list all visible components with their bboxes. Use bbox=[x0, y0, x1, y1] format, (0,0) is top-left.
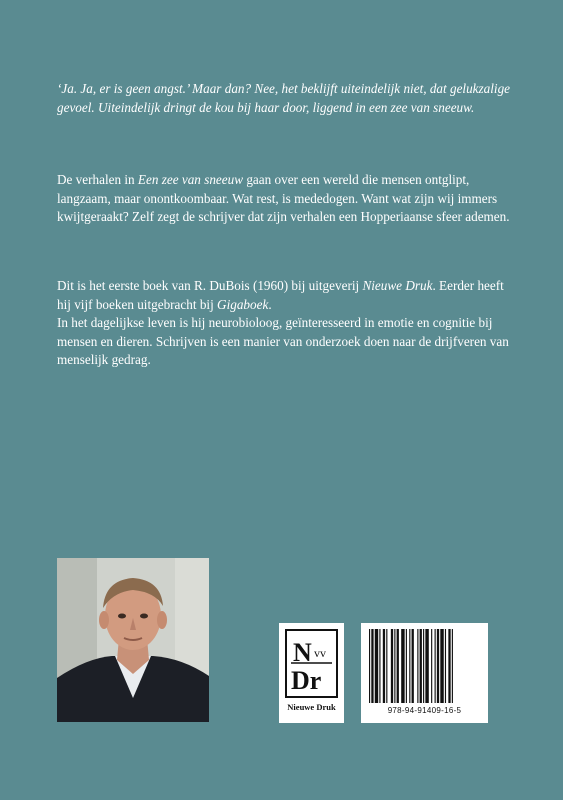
barcode-bar bbox=[406, 629, 407, 703]
barcode-bar bbox=[369, 629, 370, 703]
author-portrait-image bbox=[57, 558, 209, 722]
author-bio bbox=[57, 277, 517, 370]
barcode-bar bbox=[371, 629, 373, 703]
barcode-bar bbox=[440, 629, 443, 703]
publisher-monogram bbox=[285, 629, 338, 698]
barcode-bar bbox=[423, 629, 424, 703]
barcode-bar bbox=[409, 629, 410, 703]
barcode-bar bbox=[397, 629, 399, 703]
monogram-bottom-letters: Dr bbox=[291, 666, 322, 695]
barcode-bar bbox=[379, 629, 380, 703]
barcode-bar bbox=[417, 629, 418, 703]
bio-text-1c: . bbox=[268, 296, 272, 312]
barcode-bar bbox=[431, 629, 432, 703]
barcode-bar bbox=[386, 629, 387, 703]
barcode-bar bbox=[435, 629, 436, 703]
barcode-bar bbox=[452, 629, 453, 703]
isbn-number: 978-94-91409-16-5 bbox=[387, 706, 462, 715]
blurb-quote bbox=[57, 80, 517, 117]
publisher-logo-caption: Nieuwe Druk bbox=[287, 702, 336, 712]
description-text-end: gaan over een wereld die mensen ontglipt, langzaam, maar onontkoombaar. Wat rest, is mededogen. Want wat zijn wij immers kwijtgeraakt? Zelf zegt de schrijver dat zijn verhalen een Hopperiaanse sfeer ademen. bbox=[57, 172, 510, 224]
barcode-bar bbox=[375, 629, 378, 703]
monogram-icon bbox=[287, 631, 336, 696]
isbn-barcode bbox=[361, 623, 488, 723]
book-description bbox=[57, 171, 517, 227]
barcode-bar bbox=[394, 629, 395, 703]
monogram-top-letter: N bbox=[293, 638, 312, 667]
barcode-bar bbox=[445, 629, 446, 703]
description-paragraph bbox=[57, 171, 517, 227]
publisher-logo bbox=[279, 623, 344, 723]
barcode-bar bbox=[391, 629, 393, 703]
barcode-bars bbox=[367, 629, 482, 703]
barcode-bar bbox=[437, 629, 439, 703]
blurb-text: ‘Ja. Ja, er is geen angst.’ Maar dan? Nee, het beklijft uiteindelijk niet, dat gelukzalige gevoel. Uiteindelijk dringt de kou bij haar door, liggend in een zee van sneeuw. bbox=[57, 81, 511, 115]
bio-paragraph-1 bbox=[57, 277, 517, 314]
monogram-mid-letters: vv bbox=[314, 646, 326, 660]
barcode-bar bbox=[401, 629, 404, 703]
bio-paragraph-2: In het dagelijkse leven is hij neurobioloog, geïnteresseerd in emotie en cognitie bij mensen en dieren. Schrijven is een manier van onderzoek doen naar de drijfveren van menselijk gedrag. bbox=[57, 315, 509, 367]
barcode-bar bbox=[383, 629, 385, 703]
barcode-bar bbox=[420, 629, 422, 703]
previous-publisher-name: Gigaboek bbox=[217, 296, 269, 312]
bio-text-1b: . Eerder heeft hij vijf boeken uitgebracht bij bbox=[57, 278, 504, 312]
book-title: Een zee van sneeuw bbox=[137, 172, 244, 187]
bio-text-1a: Dit is het eerste boek van R. DuBois (1960) bij uitgeverij bbox=[57, 278, 363, 293]
barcode-bar bbox=[412, 629, 414, 703]
publisher-name: Nieuwe Druk bbox=[362, 278, 433, 293]
barcode-bar bbox=[425, 629, 428, 703]
author-photo bbox=[57, 558, 209, 722]
barcode-bar bbox=[448, 629, 450, 703]
description-text-start: De verhalen in bbox=[57, 172, 138, 187]
